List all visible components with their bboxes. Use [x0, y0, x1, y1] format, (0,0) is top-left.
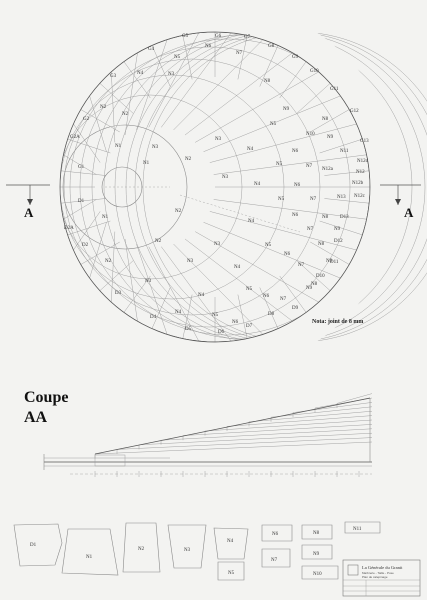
- plan-label-n12b: N12b: [352, 181, 364, 186]
- plan-label-d7: D7: [246, 324, 253, 329]
- plan-label-n12: N12: [356, 170, 365, 175]
- plan-label-n6: N6: [232, 320, 239, 325]
- plan-label-n5: N5: [265, 243, 272, 248]
- plan-label-d11: D11: [330, 260, 339, 265]
- plan-label-n7: N7: [306, 164, 313, 169]
- plan-label-n6: N6: [284, 252, 291, 257]
- plan-label-n5: N5: [212, 313, 219, 318]
- plan-label-n2: N2: [185, 157, 192, 162]
- plan-label-n3: N3: [215, 137, 222, 142]
- plan-label-n7: N7: [236, 51, 243, 56]
- plan-label-g7: G7: [244, 35, 251, 40]
- part-label-d1: D1: [30, 543, 37, 548]
- part-d1: [14, 524, 62, 566]
- part-n3: [168, 525, 206, 568]
- plan-label-n2: N2: [105, 259, 112, 264]
- part-label-n3: N3: [184, 548, 191, 553]
- plan-label-g2a: G2A: [70, 135, 80, 140]
- plan-label-n8: N8: [318, 242, 325, 247]
- plan-label-n2: N2: [100, 105, 107, 110]
- part-label-n6: N6: [272, 532, 279, 537]
- part-label-n5: N5: [228, 571, 235, 576]
- plan-label-d13: D13: [340, 215, 349, 220]
- section-subtitle: AA: [24, 409, 48, 426]
- plan-label-n8: N8: [311, 282, 318, 287]
- part-label-n10: N10: [313, 572, 322, 577]
- plan-label-n7: N7: [310, 197, 317, 202]
- plan-label-d6: D6: [218, 330, 225, 335]
- plan-label-d10: D10: [316, 274, 325, 279]
- plan-label-n12c: N12c: [354, 194, 365, 199]
- stone-parts-row: [14, 522, 380, 580]
- plan-label-g4: G4: [148, 47, 155, 52]
- plan-label-n5: N5: [276, 162, 283, 167]
- plan-label-d2a: D2A: [64, 226, 74, 231]
- plan-label-n4: N4: [234, 265, 241, 270]
- plan-label-n9: N9: [326, 259, 333, 264]
- title-block: [343, 560, 420, 596]
- plan-label-n6: N6: [292, 149, 299, 154]
- plan-label-n4: N4: [137, 71, 144, 76]
- plan-label-n3: N3: [168, 72, 175, 77]
- plan-label-g13: G13: [360, 139, 369, 144]
- plan-view: [45, 17, 427, 357]
- plan-label-g6: G6: [215, 34, 222, 39]
- plan-label-g10: G10: [310, 69, 319, 74]
- plan-label-n4: N4: [175, 310, 182, 315]
- plan-label-n9: N9: [334, 227, 341, 232]
- plan-label-n5: N5: [278, 197, 285, 202]
- section-marker-left: A: [24, 205, 34, 220]
- plan-label-d2: D2: [82, 243, 89, 248]
- company-logo: [348, 565, 358, 575]
- plan-label-n7: N7: [280, 297, 287, 302]
- plan-label-n3: N3: [145, 279, 152, 284]
- plan-label-g5: G5: [182, 34, 189, 39]
- plan-label-d4: D4: [150, 315, 157, 320]
- plan-label-n3: N3: [187, 259, 194, 264]
- plan-label-n1: N1: [115, 144, 122, 149]
- plan-label-n9: N9: [327, 135, 334, 140]
- plan-label-n13: N13: [337, 195, 346, 200]
- plan-label-d3: D3: [115, 291, 122, 296]
- plan-label-n11: N11: [340, 149, 349, 154]
- section-title: Coupe: [24, 389, 69, 406]
- plan-label-d8: D8: [268, 312, 275, 317]
- part-label-n8: N8: [313, 531, 320, 536]
- part-n1: [62, 529, 118, 575]
- plan-label-n2: N2: [122, 112, 129, 117]
- plan-label-n6: N6: [205, 44, 212, 49]
- plan-label-g8: G8: [268, 44, 275, 49]
- plan-label-n3: N3: [214, 242, 221, 247]
- plan-label-n6: N6: [292, 213, 299, 218]
- plan-label-n7: N7: [307, 227, 314, 232]
- part-label-n2: N2: [138, 547, 145, 552]
- plan-label-n2: N2: [175, 209, 182, 214]
- part-label-n1: N1: [86, 555, 93, 560]
- section-marker-right: A: [404, 205, 414, 220]
- part-label-n7: N7: [271, 558, 278, 563]
- plan-label-g3: G3: [110, 74, 117, 79]
- plan-label-n4: N4: [247, 147, 254, 152]
- plan-label-n9: N9: [306, 286, 313, 291]
- plan-label-d5: D5: [185, 327, 192, 332]
- plan-label-n5: N5: [246, 287, 253, 292]
- joint-note: Nota: joint de 8 mm: [312, 319, 364, 325]
- plan-label-g12: G12: [350, 109, 359, 114]
- plan-label-n6: N6: [294, 183, 301, 188]
- plan-label-g2: G2: [83, 117, 90, 122]
- plan-label-n8: N8: [322, 215, 329, 220]
- part-label-n4: N4: [227, 539, 234, 544]
- plan-label-n4: N4: [198, 293, 205, 298]
- section-aa-drawing: [44, 394, 372, 477]
- plan-label-d12: D12: [334, 239, 343, 244]
- plan-label-n9: N9: [283, 107, 290, 112]
- plan-label-n7: N7: [298, 263, 305, 268]
- plan-label-n6: N6: [263, 294, 270, 299]
- plan-label-n8: N8: [264, 79, 271, 84]
- plan-label-n4: N4: [248, 219, 255, 224]
- plan-label-n2: N2: [155, 239, 162, 244]
- part-label-n9: N9: [313, 552, 320, 557]
- part-label-n11: N11: [353, 527, 362, 532]
- plan-label-n1: N1: [102, 215, 109, 220]
- plan-label-d1: D1: [78, 199, 85, 204]
- title-line-2: Plan de calepinage: [362, 575, 388, 579]
- plan-label-n8: N8: [322, 117, 329, 122]
- plan-label-n1: N1: [143, 161, 150, 166]
- plan-label-n5: N5: [174, 55, 181, 60]
- plan-label-n3: N3: [222, 175, 229, 180]
- plan-label-d9: D9: [292, 306, 299, 311]
- plan-label-n12d: N12d: [357, 159, 369, 164]
- plan-label-n4: N4: [254, 182, 261, 187]
- plan-label-n12a: N12a: [322, 167, 333, 172]
- company-name: La Générale du Granit: [362, 565, 403, 570]
- plan-label-n5: N5: [270, 122, 277, 127]
- plan-label-g9: G9: [292, 55, 299, 60]
- title-line-1: Marbrerie - Taille - Pose: [362, 571, 394, 575]
- part-n11: [345, 522, 380, 533]
- plan-label-n3: N3: [152, 145, 159, 150]
- plan-label-g1: G1: [78, 165, 85, 170]
- plan-label-n10: N10: [306, 132, 315, 137]
- plan-label-g11: G11: [330, 87, 339, 92]
